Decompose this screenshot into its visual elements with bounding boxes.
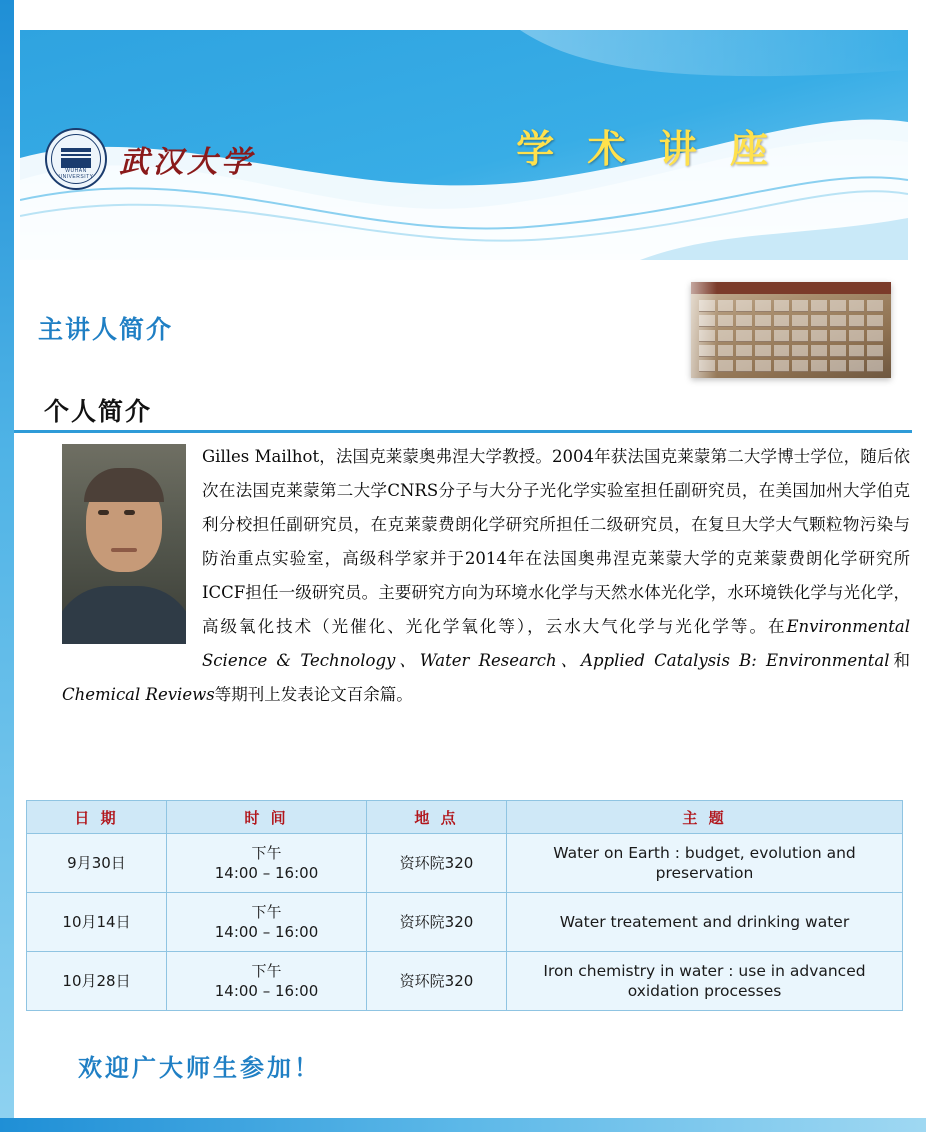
university-seal-icon [45, 128, 107, 190]
portrait-body [62, 586, 186, 644]
university-logo [45, 128, 255, 190]
column-header-time: 时 间 [167, 801, 367, 834]
cell-time-main: 下午 [251, 844, 282, 862]
cell-date: 10月14日 [27, 893, 167, 952]
cell-time [167, 834, 367, 893]
portrait-eye-left [98, 510, 109, 515]
banner-title: 学 术 讲 座 [516, 127, 778, 171]
cell-time-range: 14:00 – 16:00 [214, 982, 319, 1000]
cell-topic: Water on Earth : budget, evolution and preservation [507, 834, 903, 893]
building-roof [691, 282, 891, 294]
building-windows [699, 300, 883, 372]
bio-paragraph-2b: 等期刊上发表论文百余篇。 [214, 685, 413, 704]
cell-date: 9月30日 [27, 834, 167, 893]
cell-date: 10月28日 [27, 952, 167, 1011]
building-photo [691, 282, 891, 378]
column-header-place: 地 点 [367, 801, 507, 834]
cell-place: 资环院320 [367, 893, 507, 952]
cell-topic: Iron chemistry in water : use in advanced oxidation processes [507, 952, 903, 1011]
divider-blue [14, 430, 912, 433]
cell-topic: Water treatement and drinking water [507, 893, 903, 952]
cell-time-main: 下午 [251, 962, 282, 980]
cell-time [167, 952, 367, 1011]
cell-time-range: 14:00 – 16:00 [214, 864, 319, 882]
column-header-date: 日 期 [27, 801, 167, 834]
bio-paragraph-2a: 和 [889, 651, 910, 670]
left-accent-band [0, 0, 14, 1132]
bio-journals-1: Environmental Science & Technology、Water Research、Applied Catalysis B: Environmental [202, 617, 910, 670]
cell-time [167, 893, 367, 952]
portrait-hair [84, 468, 164, 502]
sub-title-profile: 个人简介 [44, 397, 153, 426]
cell-place: 资环院320 [367, 952, 507, 1011]
bio-journals-2: Chemical Reviews [62, 685, 215, 704]
cell-place: 资环院320 [367, 834, 507, 893]
cell-time-range: 14:00 – 16:00 [214, 923, 319, 941]
speaker-portrait [62, 444, 186, 644]
table-header-row [27, 801, 903, 834]
table-row [27, 834, 903, 893]
welcome-message: 欢迎广大师生参加！ [78, 1054, 321, 1082]
schedule-table [26, 800, 903, 1011]
speaker-bio [62, 440, 910, 712]
column-header-topic: 主 题 [507, 801, 903, 834]
gate-glyph [61, 148, 91, 168]
table-row [27, 893, 903, 952]
bottom-accent-band [0, 1118, 926, 1132]
bio-paragraph-1: Gilles Mailhot，法国克莱蒙奥弗涅大学教授。2004年获法国克莱蒙第二大学博士学位，随后依次在法国克莱蒙第二大学CNRS分子与大分子光化学实验室担任副研究员，在美国加州大学伯克利分校担任副研究员，在克莱蒙费朗化学研究所担任二级研究员，在复旦大学大气颗粒物污染与防治重点实验室，高级科学家并于2014年在法国奥弗涅克莱蒙大学的克莱蒙费朗化学研究所ICCF担任一级研究员。主要研究方向为环境水化学与天然水体光化学，水环境铁化学与光化学，高级氧化技术（光催化、光化学氧化等），云水大气化学与光化学等。在 [202, 447, 910, 636]
portrait-eye-right [124, 510, 135, 515]
table-row [27, 952, 903, 1011]
section-title-speaker: 主讲人简介 [38, 315, 174, 344]
seal-text: WUHAN UNIVERSITY [58, 168, 94, 180]
portrait-mouth [111, 548, 137, 552]
cell-time-main: 下午 [251, 903, 282, 921]
university-name: 武汉大学 [119, 145, 255, 180]
